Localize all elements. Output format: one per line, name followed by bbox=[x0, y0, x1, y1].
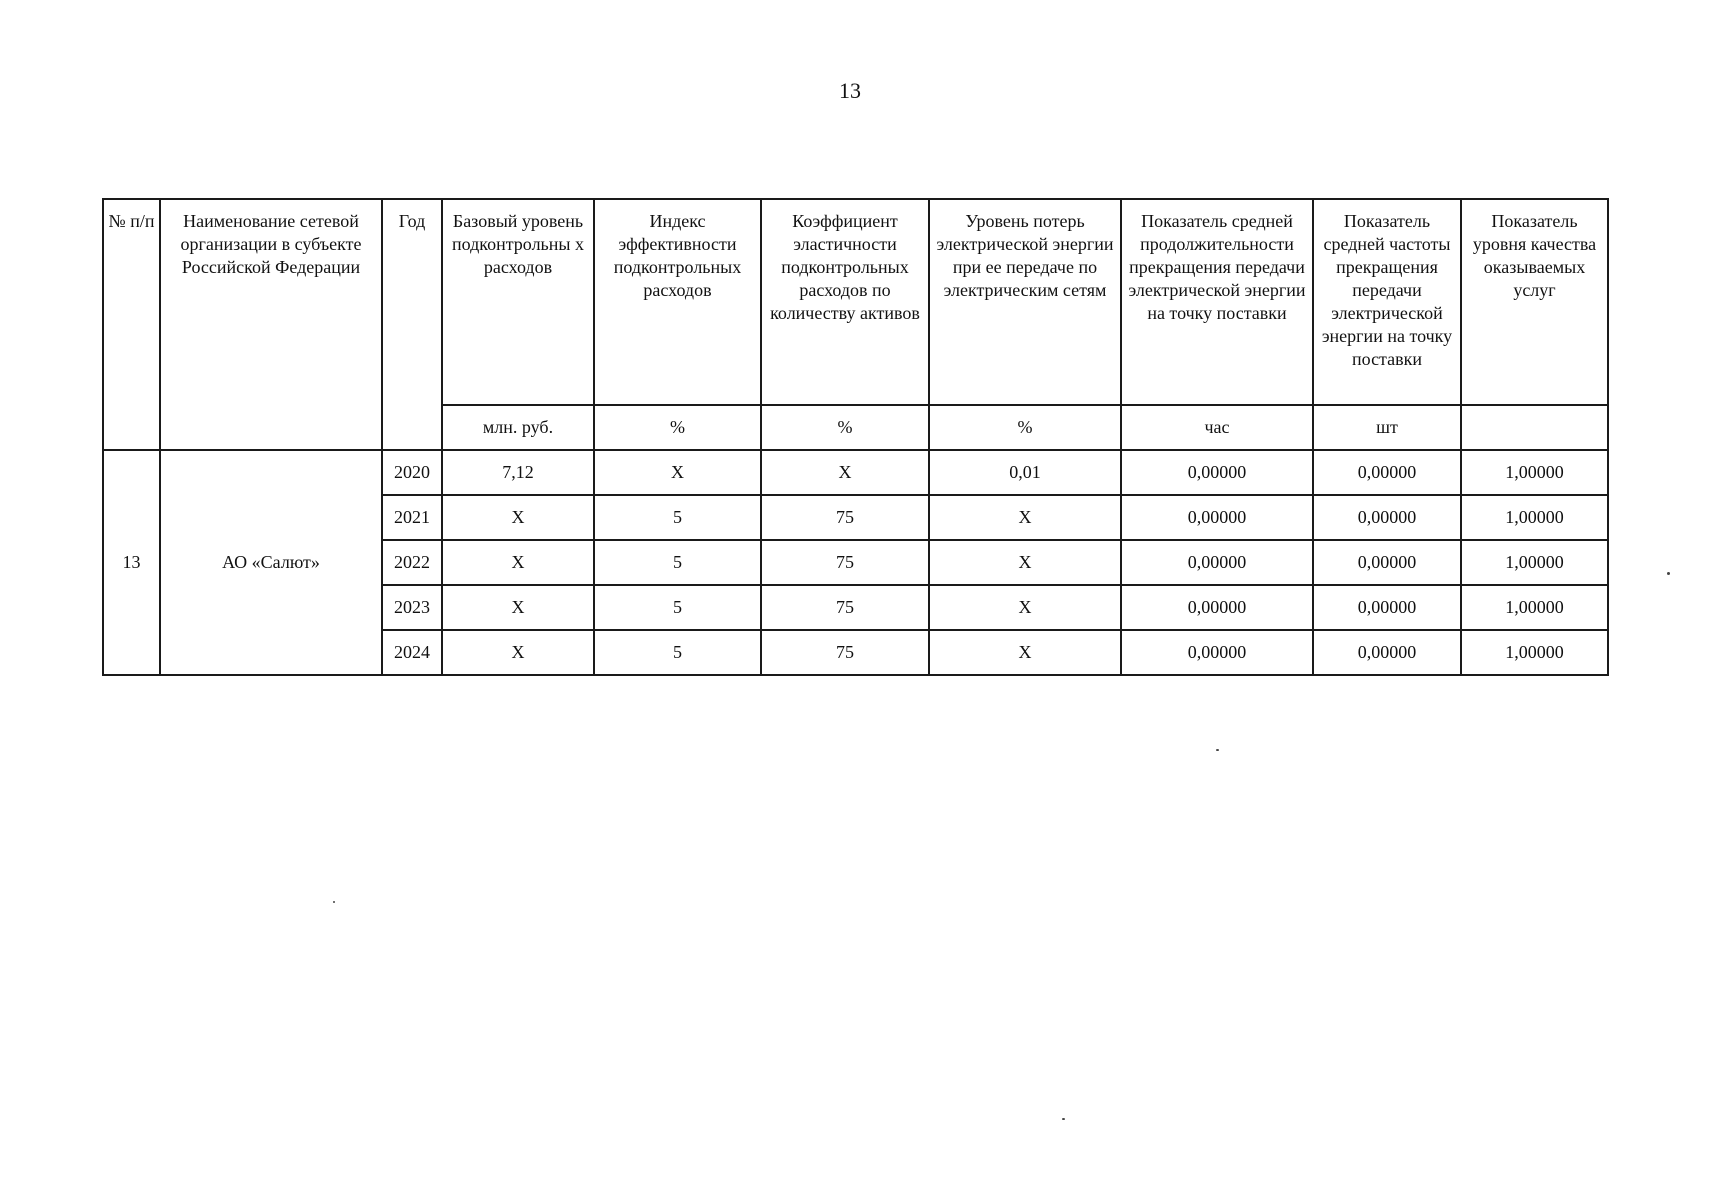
unit-outage-frequency: шт bbox=[1313, 405, 1461, 450]
duration-cell: 0,00000 bbox=[1121, 540, 1313, 585]
org-name-cell: АО «Салют» bbox=[160, 450, 382, 675]
losses-cell: X bbox=[929, 495, 1121, 540]
losses-cell: 0,01 bbox=[929, 450, 1121, 495]
header-org-name: Наименование сетевой организации в субъекте Российской Федерации bbox=[160, 199, 382, 450]
quality-cell: 1,00000 bbox=[1461, 540, 1608, 585]
header-outage-duration: Показатель средней продолжительности прекращения передачи электрической энергии на точку поставки bbox=[1121, 199, 1313, 405]
scan-speck bbox=[1667, 572, 1670, 575]
coef-cell: 75 bbox=[761, 495, 929, 540]
index-cell: 5 bbox=[594, 495, 761, 540]
frequency-cell: 0,00000 bbox=[1313, 495, 1461, 540]
scan-speck bbox=[1216, 749, 1219, 751]
base-cell: X bbox=[442, 540, 594, 585]
scan-speck bbox=[1062, 1118, 1065, 1120]
header-base-expenses: Базовый уровень подконтрольны х расходов bbox=[442, 199, 594, 405]
header-efficiency-index: Индекс эффективности подконтрольных расходов bbox=[594, 199, 761, 405]
header-num: № п/п bbox=[103, 199, 160, 450]
index-cell: 5 bbox=[594, 630, 761, 675]
header-losses-level: Уровень потерь электрической энергии при ее передаче по электрическим сетям bbox=[929, 199, 1121, 405]
year-cell: 2020 bbox=[382, 450, 442, 495]
base-cell: X bbox=[442, 495, 594, 540]
table-row bbox=[103, 450, 1608, 495]
unit-losses-level: % bbox=[929, 405, 1121, 450]
losses-cell: X bbox=[929, 585, 1121, 630]
unit-outage-duration: час bbox=[1121, 405, 1313, 450]
page-number: 13 bbox=[839, 78, 861, 103]
year-cell: 2023 bbox=[382, 585, 442, 630]
header-service-quality: Показатель уровня качества оказываемых услуг bbox=[1461, 199, 1608, 405]
year-cell: 2021 bbox=[382, 495, 442, 540]
quality-cell: 1,00000 bbox=[1461, 450, 1608, 495]
org-number-cell: 13 bbox=[103, 450, 160, 675]
losses-cell: X bbox=[929, 540, 1121, 585]
unit-elasticity-coefficient: % bbox=[761, 405, 929, 450]
unit-efficiency-index: % bbox=[594, 405, 761, 450]
coef-cell: 75 bbox=[761, 585, 929, 630]
quality-cell: 1,00000 bbox=[1461, 495, 1608, 540]
scan-speck bbox=[333, 901, 335, 903]
losses-cell: X bbox=[929, 630, 1121, 675]
year-cell: 2024 bbox=[382, 630, 442, 675]
unit-base-expenses: млн. руб. bbox=[442, 405, 594, 450]
table-header-row bbox=[103, 199, 1608, 405]
header-elasticity-coefficient: Коэффициент эластичности подконтрольных расходов по количеству активов bbox=[761, 199, 929, 405]
header-year: Год bbox=[382, 199, 442, 450]
coef-cell: 75 bbox=[761, 630, 929, 675]
frequency-cell: 0,00000 bbox=[1313, 540, 1461, 585]
duration-cell: 0,00000 bbox=[1121, 585, 1313, 630]
base-cell: X bbox=[442, 585, 594, 630]
quality-cell: 1,00000 bbox=[1461, 585, 1608, 630]
duration-cell: 0,00000 bbox=[1121, 450, 1313, 495]
frequency-cell: 0,00000 bbox=[1313, 450, 1461, 495]
base-cell: 7,12 bbox=[442, 450, 594, 495]
frequency-cell: 0,00000 bbox=[1313, 630, 1461, 675]
index-cell: 5 bbox=[594, 540, 761, 585]
duration-cell: 0,00000 bbox=[1121, 495, 1313, 540]
header-outage-frequency: Показатель средней частоты прекращения передачи электрической энергии на точку поставки bbox=[1313, 199, 1461, 405]
base-cell: X bbox=[442, 630, 594, 675]
unit-service-quality bbox=[1461, 405, 1608, 450]
quality-cell: 1,00000 bbox=[1461, 630, 1608, 675]
index-cell: 5 bbox=[594, 585, 761, 630]
frequency-cell: 0,00000 bbox=[1313, 585, 1461, 630]
coef-cell: X bbox=[761, 450, 929, 495]
duration-cell: 0,00000 bbox=[1121, 630, 1313, 675]
year-cell: 2022 bbox=[382, 540, 442, 585]
coef-cell: 75 bbox=[761, 540, 929, 585]
tariff-parameters-table bbox=[102, 198, 1609, 676]
index-cell: X bbox=[594, 450, 761, 495]
